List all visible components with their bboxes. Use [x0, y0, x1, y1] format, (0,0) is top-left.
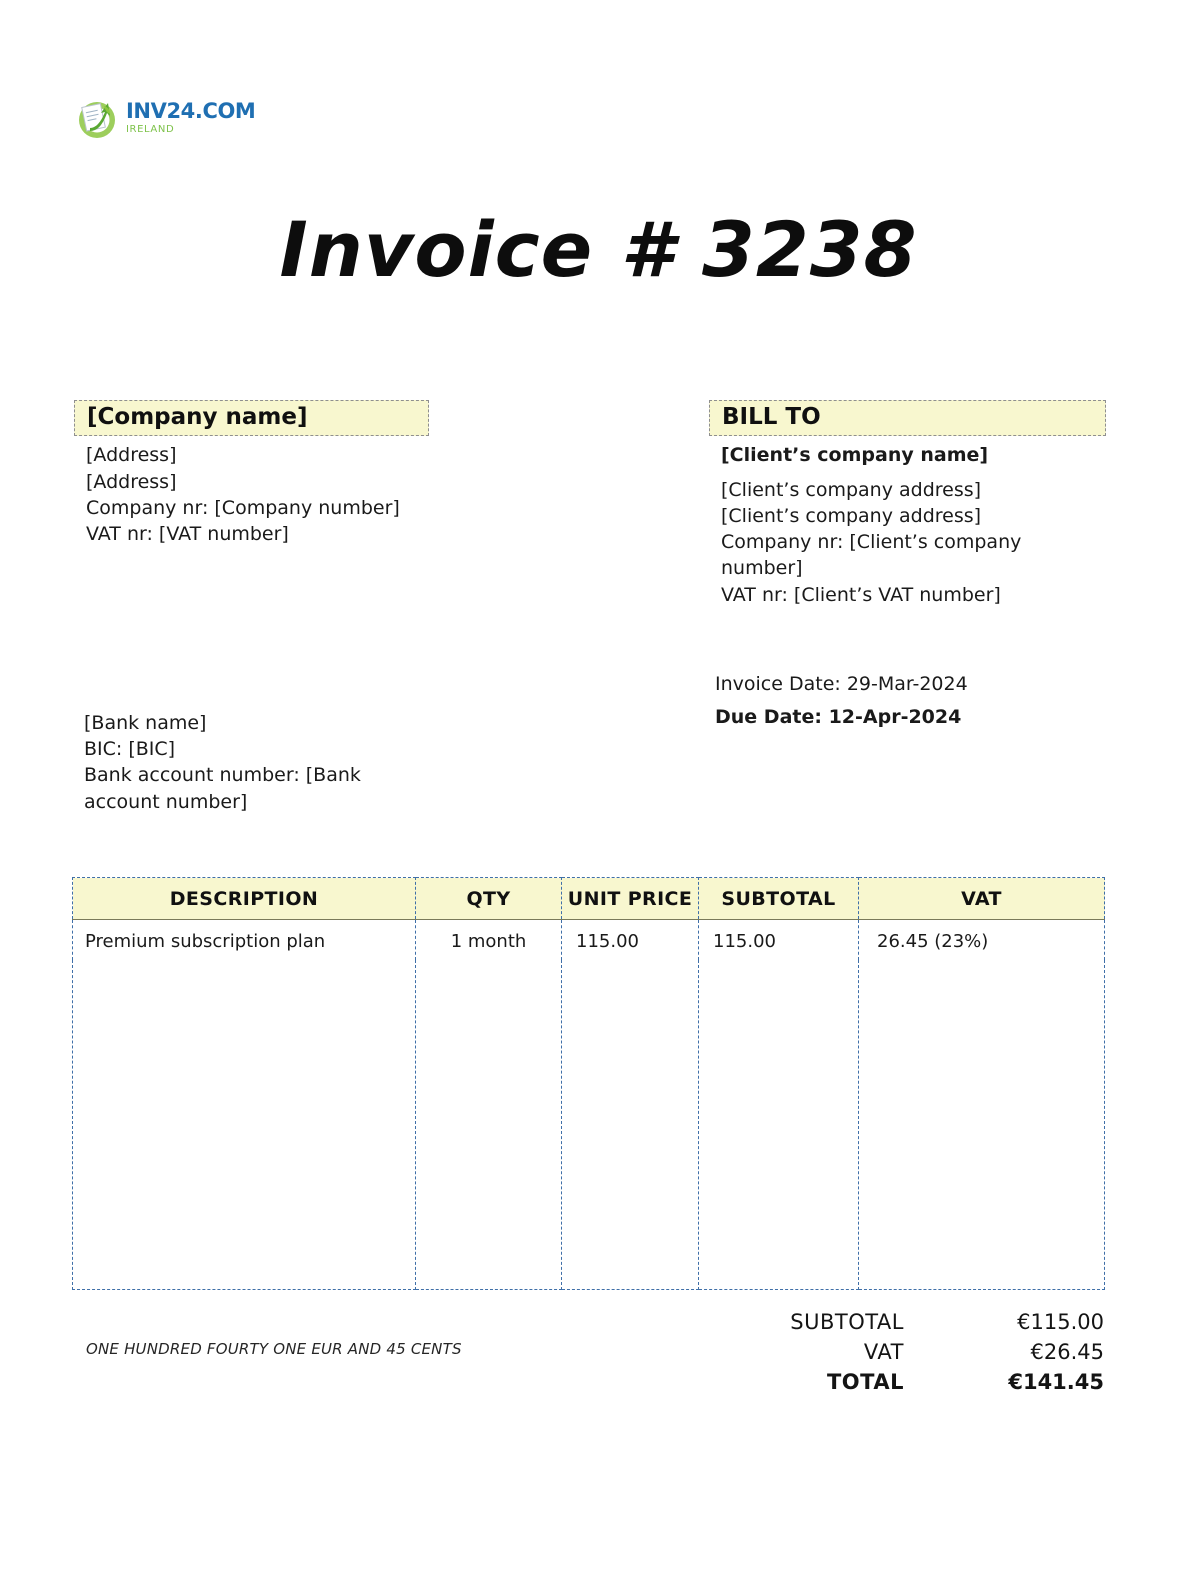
brand-region: IRELAND — [126, 124, 175, 135]
totals-value-vat: €26.45 — [1030, 1340, 1104, 1364]
bill-to-heading: BILL TO — [709, 400, 1106, 436]
client-line: VAT nr: [Client’s VAT number] — [721, 583, 1001, 606]
seller-company-name: [Company name] — [74, 400, 429, 436]
invoice-date: Invoice Date: 29-Mar-2024 — [715, 673, 968, 695]
empty-cell — [699, 960, 859, 1290]
client-company-name: [Client’s company name] — [721, 444, 989, 467]
totals-label-subtotal: SUBTOTAL — [790, 1310, 904, 1334]
bank-line: Bank account number: [Bank account number] — [84, 764, 361, 813]
empty-cell — [859, 960, 1105, 1290]
totals-summary — [640, 1310, 1104, 1400]
empty-cell — [562, 960, 699, 1290]
bank-line: [Bank name] — [84, 712, 207, 734]
seller-details — [74, 400, 429, 547]
seller-address-lines — [74, 442, 429, 547]
totals-row-vat — [640, 1340, 1104, 1370]
cell-subtotal: 115.00 — [699, 920, 859, 960]
client-line: [Client’s company address] — [721, 504, 982, 527]
amount-in-words: ONE HUNDRED FOURTY ONE EUR AND 45 CENTS — [86, 1340, 462, 1358]
cell-description: Premium subscription plan — [73, 920, 416, 960]
totals-label-total: TOTAL — [826, 1370, 904, 1394]
cell-qty: 1 month — [416, 920, 562, 960]
page-title: Invoice # 3238 — [279, 205, 918, 294]
table-header-row — [73, 878, 1105, 920]
empty-cell — [416, 960, 562, 1290]
empty-cell — [73, 960, 416, 1290]
seller-line: VAT nr: [VAT number] — [86, 523, 289, 546]
cell-vat: 26.45 (23%) — [859, 920, 1105, 960]
totals-value-subtotal: €115.00 — [1017, 1310, 1104, 1334]
due-date: Due Date: 12-Apr-2024 — [715, 706, 962, 728]
client-address-lines — [709, 477, 1106, 608]
bill-to-details — [709, 400, 1106, 608]
column-header-qty: QTY — [416, 878, 562, 920]
totals-row-subtotal — [640, 1310, 1104, 1340]
brand-name: INV24.COM — [126, 99, 256, 123]
brand-logo[interactable] — [74, 92, 334, 144]
column-header-subtotal: SUBTOTAL — [699, 878, 859, 920]
totals-row-total — [640, 1370, 1104, 1400]
totals-value-total: €141.45 — [1008, 1370, 1104, 1394]
table-row — [73, 920, 1105, 960]
totals-label-vat: VAT — [863, 1340, 904, 1364]
seller-line: [Address] — [86, 470, 177, 493]
bank-line: BIC: [BIC] — [84, 738, 176, 761]
line-items-table — [72, 877, 1105, 1290]
column-header-description: DESCRIPTION — [73, 878, 416, 920]
client-line: [Client’s company address] — [721, 478, 982, 501]
seller-line: [Address] — [86, 444, 177, 467]
invoice-dates — [715, 675, 1115, 727]
cell-unit-price: 115.00 — [562, 920, 699, 960]
column-header-unit-price: UNIT PRICE — [562, 878, 699, 920]
table-empty-space — [73, 960, 1105, 1290]
client-line: Company nr: [Client’s company number] — [721, 531, 1022, 580]
inv24-leaf-document-icon — [74, 95, 120, 141]
column-header-vat: VAT — [859, 878, 1105, 920]
brand-logo-text — [126, 101, 255, 135]
bank-details — [84, 710, 429, 815]
seller-line: Company nr: [Company number] — [86, 496, 400, 519]
